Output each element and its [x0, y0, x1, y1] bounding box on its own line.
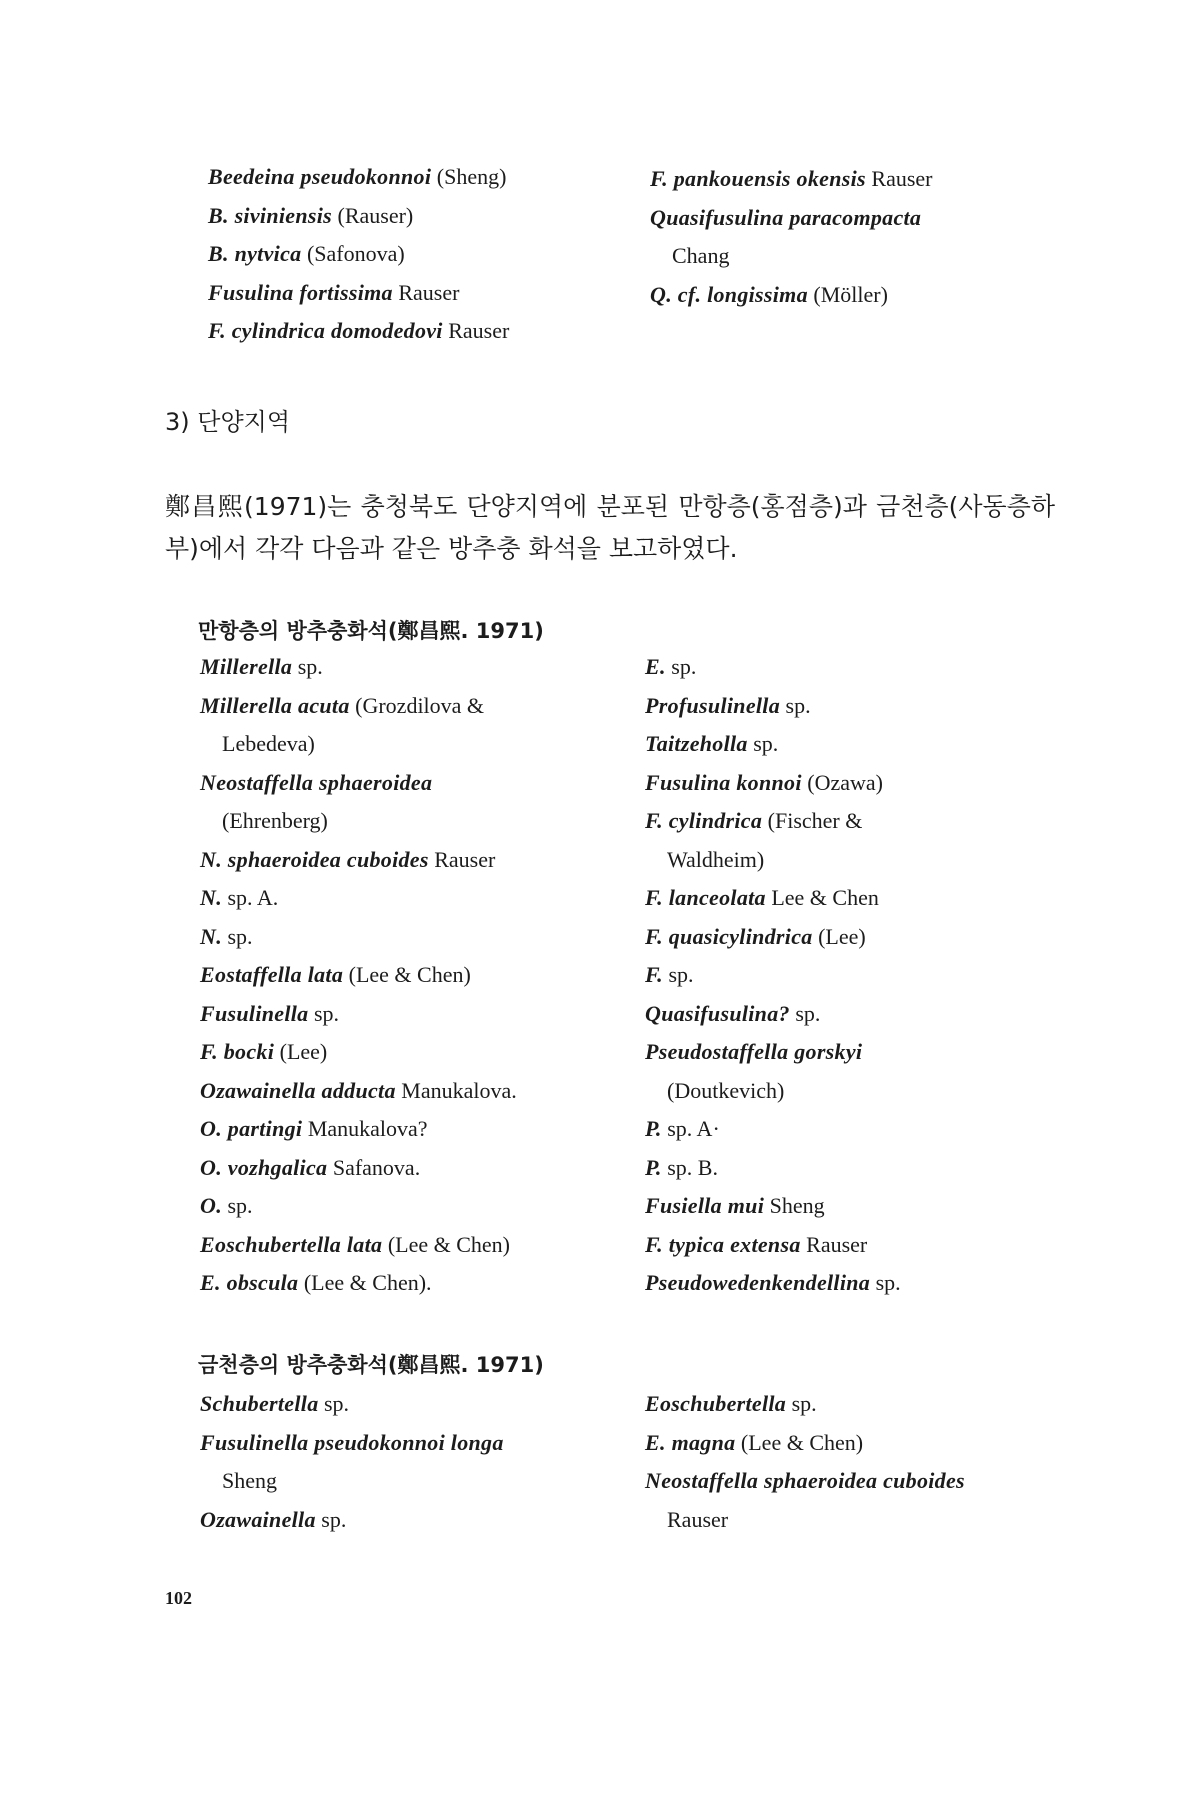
taxon-name: F. cylindrica [645, 808, 763, 833]
taxon-author: Rauser [434, 846, 496, 872]
manhang-list-right [645, 648, 1065, 1303]
species-entry [645, 1110, 1065, 1149]
species-entry [650, 199, 1070, 238]
taxon-author: Lee & Chen [771, 885, 879, 910]
taxon-author: sp. A· [667, 1116, 720, 1141]
species-entry [200, 1072, 640, 1111]
taxon-name: Ozawainella adducta [200, 1077, 396, 1103]
species-entry [200, 956, 640, 995]
species-entry [200, 802, 640, 841]
taxon-author: (Ozawa) [807, 769, 883, 795]
taxon-author: Rauser [806, 1231, 868, 1257]
taxon-author: (Lee) [818, 923, 866, 949]
species-entry [200, 879, 640, 918]
taxon-author: sp. [791, 1391, 817, 1416]
taxon-author: Manukalova? [307, 1116, 428, 1141]
species-entry [200, 725, 640, 764]
species-entry [200, 648, 640, 687]
taxon-author: Lebedeva) [222, 731, 315, 756]
species-entry [200, 1385, 640, 1424]
taxon-author: (Lee & Chen) [348, 962, 471, 987]
manhang-fossil-title: 만항층의 방추충화석(鄭昌熙. 1971) [198, 619, 544, 643]
species-entry [645, 1033, 1065, 1072]
taxon-author: Sheng [769, 1193, 825, 1218]
species-entry [208, 312, 648, 351]
taxon-author: sp. [795, 1000, 821, 1026]
species-entry [645, 1187, 1065, 1226]
species-entry [645, 918, 1065, 957]
species-entry [200, 1110, 640, 1149]
taxon-author: (Lee) [279, 1039, 328, 1064]
species-entry [208, 235, 648, 274]
taxon-name: F. quasicylindrica [645, 923, 813, 949]
taxon-name: Eoschubertella [645, 1391, 787, 1416]
taxon-name: Fusulina konnoi [645, 769, 802, 795]
taxon-name: Quasifusulina? [645, 1000, 790, 1026]
taxon-author: sp. [321, 1506, 347, 1532]
taxon-author: sp. [324, 1391, 350, 1416]
taxon-author: (Lee & Chen). [303, 1270, 432, 1295]
species-entry [645, 1226, 1065, 1265]
taxon-author: sp. [668, 962, 694, 987]
species-entry [645, 995, 1065, 1034]
taxon-name: P. [645, 1116, 662, 1141]
taxon-author: sp. [785, 692, 811, 718]
species-entry [208, 197, 648, 236]
species-entry [645, 956, 1065, 995]
species-entry [650, 160, 1070, 199]
taxon-author: Manukalova. [401, 1077, 517, 1103]
taxon-name: E. [645, 654, 666, 679]
taxon-name: Eostaffella lata [200, 962, 344, 987]
taxon-author: sp. B. [667, 1154, 718, 1180]
taxon-name: Profusulinella [645, 692, 781, 718]
species-entry [645, 648, 1065, 687]
taxon-name: F. pankouensis okensis [650, 166, 866, 191]
species-entry [200, 687, 640, 726]
species-entry [645, 1462, 1065, 1501]
species-entry [645, 687, 1065, 726]
taxon-name: Taitzeholla [645, 731, 748, 756]
taxon-author: (Grozdilova & [355, 692, 485, 718]
taxon-author: Safanova. [332, 1154, 421, 1180]
species-entry [200, 1033, 640, 1072]
taxon-name: Ozawainella [200, 1506, 316, 1532]
taxon-author: (Rauser) [337, 202, 414, 228]
geumcheon-list-right [645, 1385, 1065, 1539]
geumcheon-fossil-title: 금천층의 방추충화석(鄭昌熙. 1971) [198, 1353, 544, 1377]
species-entry [208, 274, 648, 313]
taxon-name: N. [200, 885, 222, 910]
taxon-name: F. lanceolata [645, 885, 766, 910]
species-entry [200, 1226, 640, 1265]
species-entry [645, 1385, 1065, 1424]
species-entry [200, 918, 640, 957]
taxon-author: sp. [313, 1000, 340, 1026]
species-entry [645, 1149, 1065, 1188]
taxon-name: E. magna [645, 1429, 736, 1455]
species-entry [645, 1072, 1065, 1111]
taxon-author: (Fischer & [767, 808, 863, 833]
species-entry [645, 1424, 1065, 1463]
species-entry [200, 1149, 640, 1188]
taxon-name: Quasifusulina paracompacta [650, 204, 922, 230]
taxon-name: Fusiella mui [645, 1193, 765, 1218]
taxon-author: sp. [671, 654, 697, 679]
taxon-author: Rauser [667, 1506, 729, 1532]
taxon-author: sp. A. [227, 885, 279, 910]
species-entry [645, 879, 1065, 918]
top-species-list-left [208, 158, 648, 351]
taxon-author: sp. [297, 654, 323, 679]
taxon-name: Eoschubertella lata [200, 1231, 383, 1257]
taxon-name: Schubertella [200, 1391, 319, 1416]
taxon-author: (Lee & Chen) [740, 1429, 864, 1455]
taxon-name: E. obscula [200, 1270, 299, 1295]
taxon-author: (Ehrenberg) [222, 808, 328, 833]
taxon-name: Neostaffella sphaeroidea [200, 769, 433, 795]
taxon-name: F. typica extensa [645, 1231, 801, 1257]
species-entry [645, 1264, 1065, 1303]
section-heading: 3) 단양지역 [165, 408, 290, 436]
species-entry [200, 1424, 640, 1463]
taxon-author: (Doutkevich) [667, 1077, 785, 1103]
taxon-name: B. siviniensis [208, 202, 333, 228]
taxon-name: F. bocki [200, 1039, 275, 1064]
taxon-name: Fusulinella [200, 1000, 309, 1026]
taxon-name: Neostaffella sphaeroidea cuboides [645, 1468, 965, 1493]
species-entry [645, 764, 1065, 803]
taxon-author: sp. [227, 923, 253, 949]
section-paragraph: 鄭昌熙(1971)는 충청북도 단양지역에 분포된 만항층(홍점층)과 금천층(사동층하부)에서 각각 다음과 같은 방추충 화석을 보고하였다. [165, 492, 1055, 563]
taxon-author: Rauser [398, 279, 460, 305]
top-species-list-right [650, 160, 1070, 314]
taxon-author: (Safonova) [306, 241, 405, 266]
species-entry [650, 237, 1070, 276]
species-entry [200, 1187, 640, 1226]
species-entry [200, 995, 640, 1034]
species-entry [645, 725, 1065, 764]
taxon-author: Rauser [871, 166, 933, 191]
manhang-list-left [200, 648, 640, 1303]
taxon-name: Beedeina pseudokonnoi [208, 164, 432, 189]
species-entry [650, 276, 1070, 315]
taxon-author: Sheng [222, 1468, 277, 1493]
taxon-author: sp. [227, 1193, 253, 1218]
taxon-name: Millerella [200, 654, 293, 679]
taxon-author: Chang [672, 243, 730, 268]
taxon-name: Millerella acuta [200, 692, 350, 718]
taxon-name: F. cylindrica domodedovi [208, 318, 443, 343]
taxon-name: O. partingi [200, 1116, 303, 1141]
species-entry [645, 802, 1065, 841]
taxon-name: O. vozhgalica [200, 1154, 328, 1180]
taxon-author: (Lee & Chen) [387, 1231, 510, 1257]
taxon-name: Pseudowedenkendellina [645, 1270, 871, 1295]
species-entry [645, 841, 1065, 880]
taxon-name: Pseudostaffella gorskyi [645, 1039, 863, 1064]
taxon-name: P. [645, 1154, 662, 1180]
geumcheon-list-left [200, 1385, 640, 1539]
taxon-name: Fusulina fortissima [208, 279, 393, 305]
taxon-name: N. sphaeroidea cuboides [200, 846, 429, 872]
taxon-name: O. [200, 1193, 222, 1218]
taxon-name: F. [645, 962, 663, 987]
taxon-author: (Sheng) [436, 164, 507, 189]
taxon-author: sp. [875, 1270, 901, 1295]
page-number: 102 [165, 1588, 192, 1608]
species-entry [200, 1264, 640, 1303]
taxon-name: N. [200, 923, 222, 949]
species-entry [208, 158, 648, 197]
species-entry [200, 1501, 640, 1540]
species-entry [200, 764, 640, 803]
taxon-name: Fusulinella pseudokonnoi longa [200, 1429, 504, 1455]
taxon-name: B. nytvica [208, 241, 302, 266]
species-entry [200, 1462, 640, 1501]
species-entry [200, 841, 640, 880]
taxon-author: Waldheim) [667, 846, 765, 872]
taxon-author: sp. [753, 731, 779, 756]
taxon-author: (Möller) [813, 281, 888, 307]
taxon-author: Rauser [448, 318, 510, 343]
species-entry [645, 1501, 1065, 1540]
taxon-name: Q. cf. longissima [650, 281, 808, 307]
